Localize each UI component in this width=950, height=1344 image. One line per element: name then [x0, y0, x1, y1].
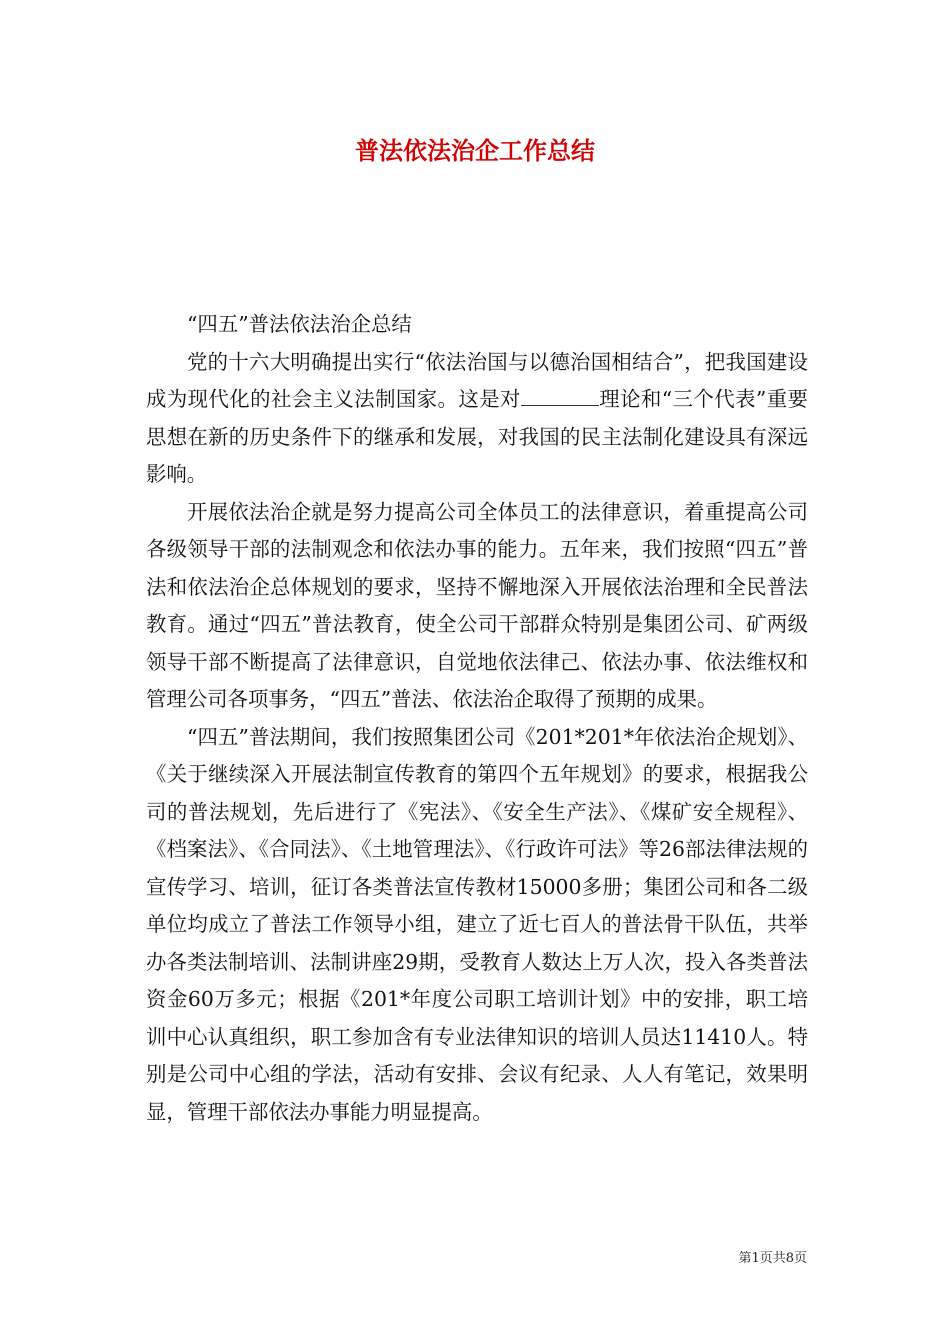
document-subtitle: “四五”普法依法治企总结: [187, 312, 412, 336]
paragraph-2: 开展依法治企就是努力提高公司全体员工的法律意识，着重提高公司各级领导干部的法制观念和依法办事的能力。五年来，我们按照“四五”普法和依法治企总体规划的要求，坚持不懈地深入开展依法治理和全民普法教育。通过“四五”普法教育，使全公司干部群众特别是集团公司、矿两级领导干部不断提高了法律意识，自觉地依法律己、依法办事、依法维权和管理公司各项事务，“四五”普法、依法治企取得了预期的成果。: [146, 499, 808, 711]
paragraph-1: [146, 344, 808, 494]
paragraph-1-part-1: 党的十六大明确提出实行“依法治国与以德治国相结合”，把我国建设成为现代化的社会主义法制国家。这是对: [146, 349, 808, 411]
page-number: 第1页共8页: [738, 1251, 807, 1266]
paragraph-1-part-2: 理论和“三个代表”重要思想在新的历史条件下的继承和发展，对我国的民主法制化建设具有深远影响。: [146, 387, 808, 486]
document-body: [146, 306, 808, 1131]
paragraph-3: “四五”普法期间，我们按照集团公司《201*201*年依法治企规划》、《关于继续深入开展法制宣传教育的第四个五年规划》的要求，根据我公司的普法规划，先后进行了《宪法》、《安全生产法》、《煤矿安全规程》、《档案法》、《合同法》、《土地管理法》、《行政许可法》等26部法律法规的宣传学习、培训，征订各类普法宣传教材15000多册；集团公司和各二级单位均成立了普法工作领导小组，建立了近七百人的普法骨干队伍，共举办各类法制培训、法制讲座29期，受教育人数达上万人次，投入各类普法资金60万多元；根据《201*年度公司职工培训计划》中的安排，职工培训中心认真组织，职工参加含有专业法律知识的培训人员达11410人。特别是公司中心组的学法，活动有安排、会议有纪录、人人有笔记，效果明显，管理干部依法办事能力明显提高。: [146, 724, 808, 1124]
fill-in-blank: [521, 387, 599, 406]
document-title: 普法依法治企工作总结: [355, 136, 595, 165]
